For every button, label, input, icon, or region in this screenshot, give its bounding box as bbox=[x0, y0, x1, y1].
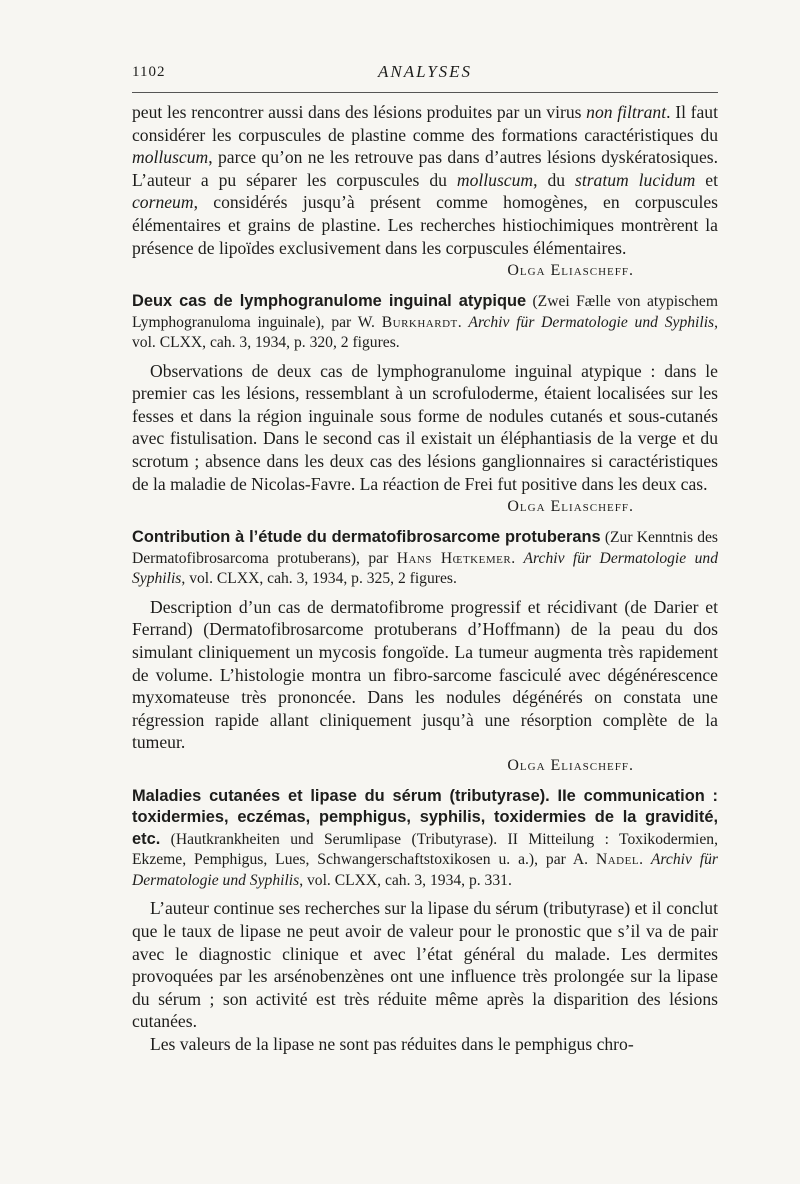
abstract-text: Description d’un cas de dermatofibrome progressif et récidivant (de Darier et Ferrand) (Dermatofibrosarcome protuberans d’Hoffmann) de la peau du dos simulant cliniquement un mycosis fongoïde. La tumeur augmenta très rapidement de volume. L’histologie montra un fibro-sarcome fasciculé avec dégénérescence myxomateuse très prononcée. Dans les nodules dégénérés on constata une régression rapide allant cliniquement jusqu’à une résorption complète de la tumeur. bbox=[132, 596, 718, 753]
abstract-text: Les valeurs de la lipase ne sont pas réduites dans le pemphigus chro- bbox=[150, 1033, 634, 1054]
signature: Olga Eliascheff. bbox=[507, 262, 634, 280]
signature: Olga Eliascheff. bbox=[507, 498, 634, 516]
abstract-reference: Maladies cutanées et lipase du sérum (tributyrase). IIe communication : toxidermies, eczémas, pemphigus, syphilis, toxidermies de la gravidité, etc. (Hautkrankheiten und Serumlipase (Tributyrase). II Mitteilung : Toxikodermien, Ekzeme, Pemphigus, Lues, Schwangerschaftstoxikosen u. a.), par A. Nadel. Archiv für Dermatologie und Syphilis, vol. CLXX, cah. 3, 1934, p. 331. bbox=[132, 786, 718, 889]
intro-paragraph: peut les rencontrer aussi dans des lésions produites par un virus non filtrant. Il faut considérer les corpuscules de plastine comme des formations caractéristiques du molluscum, parce qu’on ne les retrouve pas dans d’autres lésions dyskératosiques. L’auteur a pu séparer les corpuscules du molluscum, du stratum lucidum et corneum, considérés jusqu’à présent comme homogènes, en corpuscules élémentaires et grains de plastine. Les recherches histiochimiques montrèrent la présence de lipoïdes exclusivement dans les corpuscules élémentaires. bbox=[132, 102, 718, 258]
abstract-reference: Contribution à l’étude du dermatofibrosarcome protuberans (Zur Kenntnis des Dermatofibrosarcoma protuberans), par Hans Hœtkemer. Archiv für Dermatologie und Syphilis, vol. CLXX, cah. 3, 1934, p. 325, 2 figures. bbox=[132, 528, 718, 588]
abstract-title: Deux cas de lymphogranulome inguinal atypique bbox=[132, 292, 527, 311]
signature: Olga Eliascheff. bbox=[507, 756, 634, 774]
abstract-title: Contribution à l’étude du dermatofibrosarcome protuberans bbox=[132, 528, 601, 547]
abstract-text: L’auteur continue ses recherches sur la lipase du sérum (tributyrase) et il conclut que le taux de lipase ne peut avoir de valeur pour le pronostic que s’il va de pair avec le diagnostic clinique et avec l’état général du malade. Les dermites provoquées par les arsénobenzènes ont une influence très prolongée sur la lipase du sérum ; son activité est très réduite même après la disparition des lésions cutanées. bbox=[132, 898, 718, 1032]
abstract-title: Maladies cutanées et lipase du sérum (tributyrase). IIe communication : toxidermies, eczémas, pemphigus, syphilis, toxidermies de la gravidité, etc. bbox=[132, 786, 718, 848]
page-number: 1102 bbox=[132, 64, 166, 80]
page-header bbox=[132, 62, 718, 93]
running-head: ANALYSES bbox=[377, 62, 473, 81]
abstract-text: Observations de deux cas de lymphogranulome inguinal atypique : dans le premier cas les lésions, ressemblant à un scrofuloderme, étaient localisées sur les fesses et dans la région inguinale sous forme de nodules cutanés et sous-cutanés avec fistulisation. Dans le second cas il existait un éléphantiasis de la verge et du scrotum ; absence dans les deux cas des lésions ganglionnaires si caractéristiques de la maladie de Nicolas-Favre. La réaction de Frei fut positive dans les deux cas. bbox=[132, 360, 718, 494]
article-body bbox=[132, 101, 718, 1056]
abstract-reference: Deux cas de lymphogranulome inguinal atypique (Zwei Fælle von atypischem Lymphogranuloma inguinale), par W. Burkhardt. Archiv für Dermatologie und Syphilis, vol. CLXX, cah. 3, 1934, p. 320, 2 figures. bbox=[132, 292, 719, 352]
